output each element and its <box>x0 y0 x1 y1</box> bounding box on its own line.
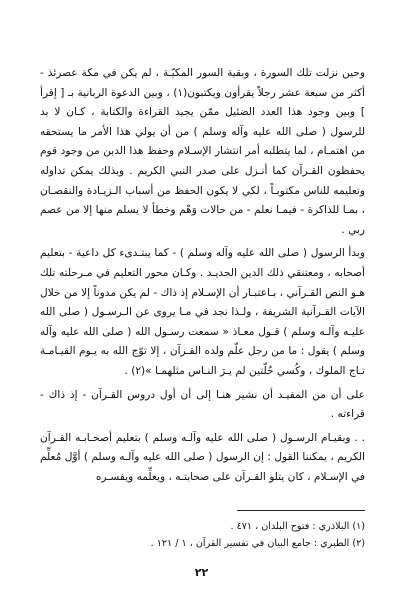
body-text <box>40 64 365 491</box>
paragraph-1: وحين نزلت تلك السورة ، وبقية السور المكيّـة ، لم يكن في مكة عصرئذ - أكثر من سبعة عشر رجلاً يقرأون ويكتبون(١) ، وبين الدعوة الربانية بـ [ إقرأ ] وبين وجود هذا العدد الضئيل ممّن يجيد القراءة والكتابة ، كـان لا بد للرسول ( صلى الله عليه وآله وسلم ) من أن يولي هذا الأمر ما يستحقه من اهتمـام ، لما يتطلبه أمر انتشار الإسـلام وحفظ هذا الدين من وجود قوم يحفظون القـرآن كما أنـزل على صدر النبي الكريم . وبذلك يمكن تداوله وتعليمه للناس مكتوبـاً ، لكي لا يكون الحفظ من أسباب الـزيـادة والنقصـان ، بمـا للذاكرة - فيمـا نعلم - من حالات وَهْم وخطأ لا يسلم منها إلا من عصم ربي . <box>40 67 366 236</box>
paragraph-4: . . وبقيـام الرسـول ( صلى الله عليه وآلـه وسلم ) بتعليم أصحـابـه القـرآن الكريم ، يمكننا القول : إن الرسول ( صلى الله عليه وآلـه وسلم ) أوَّل مُعلِّم في الإسـلام ، كان يتلو القـرآن على صحابتـه ، ويعلِّمه ويفسـره <box>40 431 365 483</box>
paragraph-2: وبدأ الرسول ( صلى الله عليه وآله وسلم ) - كما يبتـدىء كل داعية - بتعليم أصحابه ، ومعتنقي ذلك الدين الجديـد . وكـان محور التعليم في مـرحلته تلك هـو النص القـرآني ، بـاعتبـار أن الإسـلام إذ ذاك - لم يكن مدوناً إلا من خلال الآيات القـرآنية الشريفة ، ولـذا نجد في مـا يروى عن الـرسـول ( صلى الله عليـه وآلـه وسلم ) قـول معـاذ « سمعت رسـول الله ( صلى الله عليه وآله وسلم ) يقول : ما من رجل علّم ولده القـرآن ، إلا توّج الله به يـوم القيـامـة تـاج الملوك ، وكُسي حُلّتين لم يـرَ النـاس مثلهمـا »(٢) . <box>40 247 365 377</box>
footnote-divider <box>237 510 365 511</box>
footnote-1: (١) البلاذري : فتوح البلدان ، ٤٧١ . <box>230 521 365 532</box>
footnotes <box>40 518 365 552</box>
page-number: ٢٢ <box>194 566 209 579</box>
paragraph-3: على أن من المفيـد أن نشير هنـا إلى أن أول دروس القـرآن - إذ ذاك - قراءته . <box>40 388 365 421</box>
footnote-2: (٢) الطبري : جامع البيان في تفسير القرآن ، ١ / ١٢١ . <box>150 538 365 549</box>
